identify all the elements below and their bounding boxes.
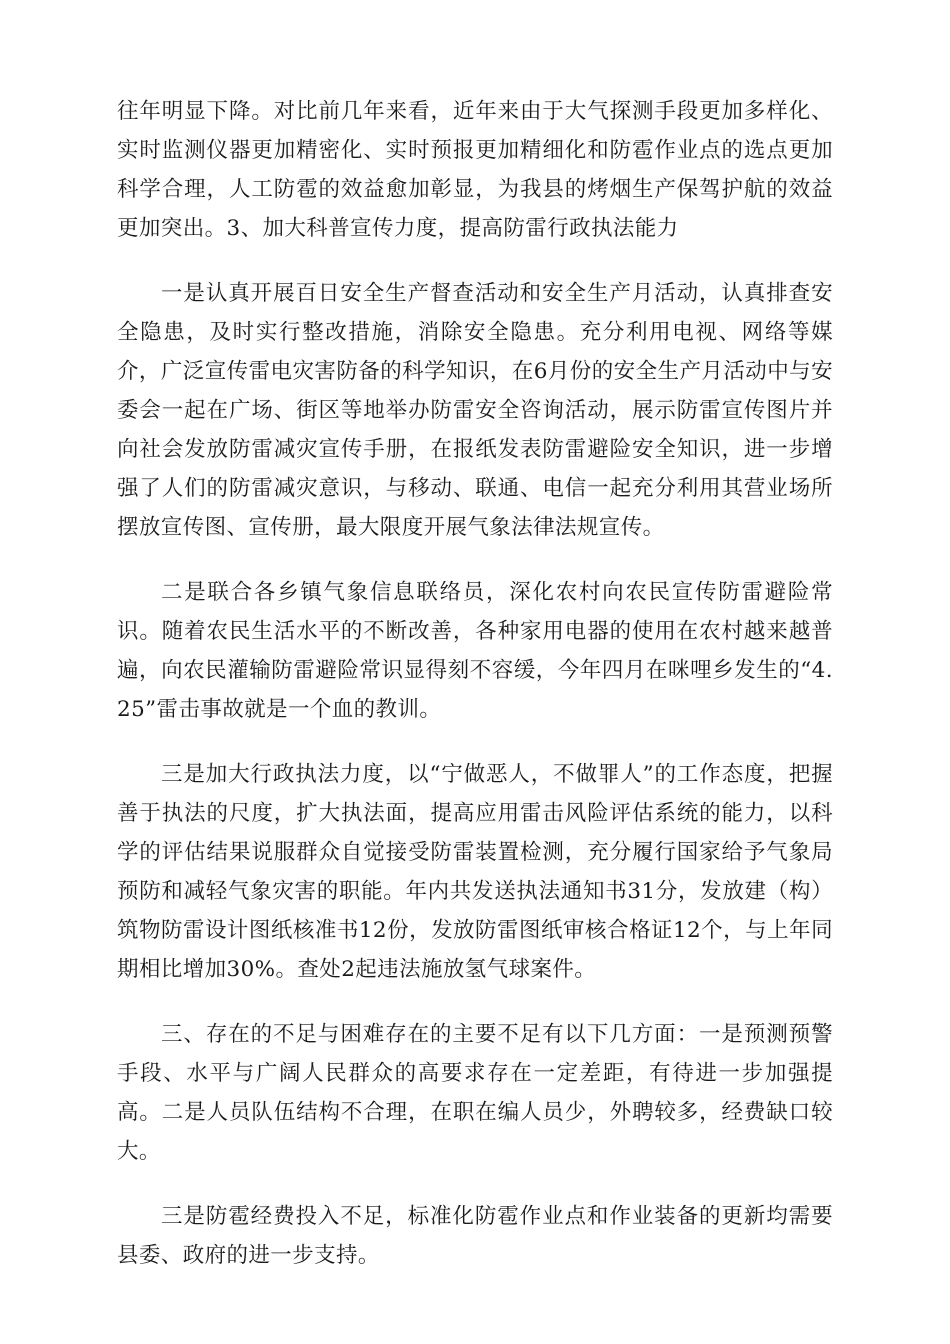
document-body [117, 92, 833, 1301]
paragraph-law-enforcement: 三是加大行政执法力度，以“宁做恶人，不做罪人”的工作态度，把握善于执法的尺度，扩大执法面，提高应用雷击风险评估系统的能力，以科学的评估结果说服群众自觉接受防雷装置检测，充分履行国家给予气象局预防和减轻气象灾害的职能。年内共发送执法通知书31分，发放建（构）筑物防雷设计图纸核准书12份，发放防雷图纸审核合格证12个，与上年同期相比增加30%。查处2起违法施放氢气球案件。 [117, 762, 833, 982]
paragraph-shortcomings: 三、存在的不足与困难存在的主要不足有以下几方面：一是预测预警手段、水平与广阔人民群众的高要求存在一定差距，有待进一步加强提高。二是人员队伍结构不合理，在职在编人员少，外聘较多，经费缺口较大。 [117, 1022, 833, 1164]
paragraph-continuation: 往年明显下降。对比前几年来看，近年来由于大气探测手段更加多样化、实时监测仪器更加精密化、实时预报更加精细化和防雹作业点的选点更加科学合理，人工防雹的效益愈加彰显，为我县的烤烟生产保驾护航的效益更加突出。3、加大科普宣传力度，提高防雷行政执法能力 [117, 99, 833, 241]
paragraph-rural-outreach: 二是联合各乡镇气象信息联络员，深化农村向农民宣传防雷避险常识。随着农民生活水平的不断改善，各种家用电器的使用在农村越来越普遍，向农民灌输防雷避险常识显得刻不容缓，今年四月在咪哩乡发生的“4.25”雷击事故就是一个血的教训。 [117, 580, 833, 722]
paragraph-funding: 三是防雹经费投入不足，标准化防雹作业点和作业装备的更新均需要县委、政府的进一步支持。 [117, 1204, 833, 1268]
paragraph-publicity: 一是认真开展百日安全生产督查活动和安全生产月活动，认真排查安全隐患，及时实行整改措施，消除安全隐患。充分利用电视、网络等媒介，广泛宣传雷电灾害防备的科学知识，在6月份的安全生产月活动中与安委会一起在广场、街区等地举办防雷安全咨询活动，展示防雷宣传图片并向社会发放防雷减灾宣传手册，在报纸发表防雷避险安全知识，进一步增强了人们的防雷减灾意识，与移动、联通、电信一起充分利用其营业场所摆放宣传图、宣传册，最大限度开展气象法律法规宣传。 [117, 281, 833, 540]
